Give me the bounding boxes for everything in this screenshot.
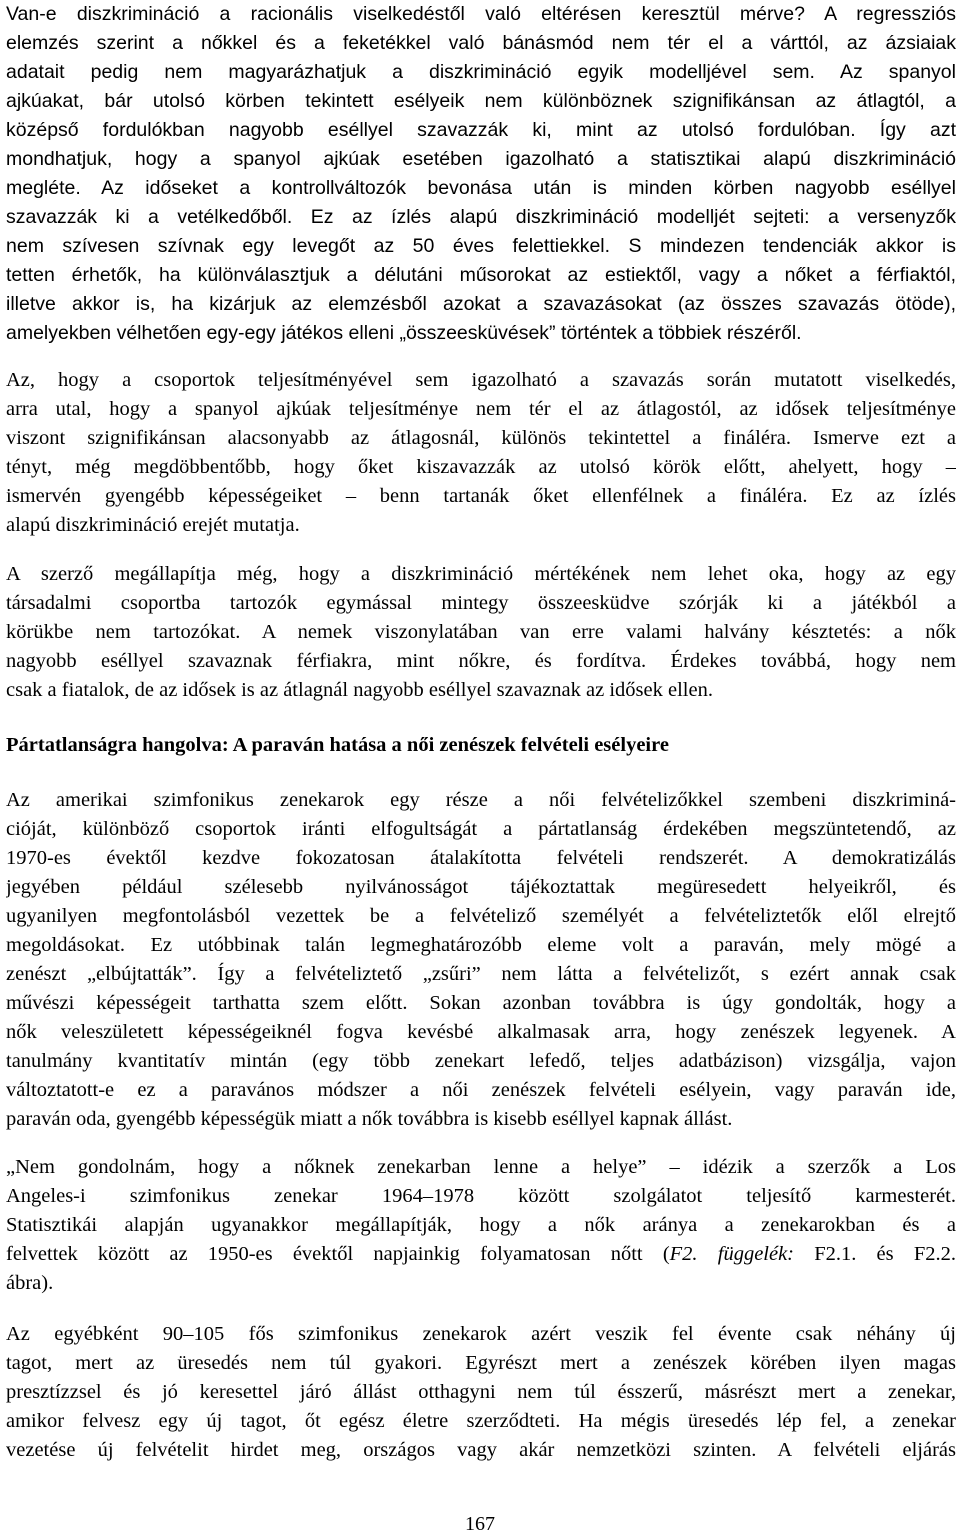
text-line: változtatott-e ez a paravános módszer a női zenészek felvételi esélyein, vagy paraván ide, — [6, 1079, 956, 1101]
text-line: zenészt „elbújtatták”. Így a felvételiztető „zsűri” nem látta a felvételizőt, s ezért annak csak — [6, 963, 956, 985]
text-line: Az amerikai szimfonikus zenekarok egy része a női felvételizőkkel szembeni diszkriminá- — [6, 789, 956, 811]
text-segment: felvettek között az 1950-es évektől napjainkig folyamatosan nőtt ( — [6, 1243, 670, 1265]
text-line: ismervén gyengébb képességeiket – benn tartanák őket ellenfélnek a fináléra. Ez az ízlés — [6, 485, 956, 507]
text-line: körükbe nem tartozókat. A nemek viszonylatában van erre valami halvány késztetés: a nők — [6, 621, 956, 643]
text-line: Statisztikái alapján ugyanakkor megállapítják, hogy a nők aránya a zenekarokban és a — [6, 1214, 956, 1236]
text-line: „Nem gondolnám, hogy a nőknek zenekarban lenne a helye” – idézik a szerzők a Los — [6, 1156, 956, 1178]
paragraph-3 — [6, 560, 956, 705]
text-line: csak a fiatalok, de az idősek is az átlagnál nagyobb eséllyel szavaznak az idősek ellen. — [6, 679, 713, 701]
page-number: 167 — [465, 1513, 495, 1535]
text-line: nem szívesen szívnak egy levegőt az 50 éves felettiekkel. S mindezen tendenciák akkor is — [6, 235, 956, 257]
section-heading: Pártatlanságra hangolva: A paraván hatása a női zenészek felvételi esélyeire — [6, 734, 669, 756]
text-line: 1970-es évektől kezdve fokozatosan átalakította felvételi rendszerét. A demokratizálás — [6, 847, 956, 869]
paragraph-1 — [6, 0, 956, 348]
text-line — [6, 1240, 956, 1269]
text-line: viszont szignifikánsan alacsonyabb az átlagosnál, különös tekintettel a fináléra. Ismerve ezt a — [6, 427, 956, 449]
text-line: Az, hogy a csoportok teljesítményével sem igazolható a szavazás során mutatott viselkedés, — [6, 369, 956, 391]
text-line: nagyobb eséllyel szavaznak férfiakra, mint nőkre, és fordítva. Érdekes továbbá, hogy nem — [6, 650, 956, 672]
paragraph-6 — [6, 1320, 956, 1465]
text-segment: F2.1. és F2.2. — [794, 1243, 956, 1265]
text-line: Angeles-i szimfonikus zenekar 1964–1978 között szolgálatot teljesítő karmesterét. — [6, 1185, 956, 1207]
text-line: Van-e diszkrimináció a racionális viselkedéstől való eltérésen keresztül mérve? A regressziós — [6, 3, 956, 25]
text-line: elemzés szerint a nőkkel és a feketékkel való bánásmód nem tér el a várttól, az ázsiaiak — [6, 32, 956, 54]
text-line: Az egyébként 90–105 fős szimfonikus zenekarok azért veszik fel évente csak néhány új — [6, 1323, 956, 1345]
text-line: társadalmi csoportba tartozók egymással mintegy összeesküdve szórják ki a játékból a — [6, 592, 956, 614]
paragraph-4 — [6, 786, 956, 1134]
text-line: vezetése új felvételit hirdet meg, országos vagy akár nemzetközi szinten. A felvételi eljárás — [6, 1439, 956, 1461]
text-line: tetten érhetők, ha különválasztjuk a délutáni műsorokat az estiektől, vagy a nőket a férfiaktól, — [6, 264, 956, 286]
text-line: ugyanilyen megfontolásból vezettek be a felvételiző személyét a felvételiztetők elől elrejtő — [6, 905, 956, 927]
text-line: A szerző megállapítja még, hogy a diszkrimináció mértékének nem lehet oka, hogy az egy — [6, 563, 956, 585]
text-line: művészi képességeit tarthatta szem előtt. Sokan azonban továbbra is úgy gondolták, hogy a — [6, 992, 956, 1014]
text-line: megléte. Az időseket a kontrollváltozók bevonása után is minden körben nagyobb eséllyel — [6, 177, 956, 199]
text-line: tanulmány kvantitatív mintán (egy több zenekart lefedő, teljes adatbázison) vizsgálja, vajon — [6, 1050, 956, 1072]
text-line: illetve akkor is, ha kizárjuk az elemzésből azokat a szavazásokat (az összes szavazás ötöde), — [6, 293, 956, 315]
paragraph-5 — [6, 1153, 956, 1298]
text-line: presztízzsel és jó keresettel járó állást otthagyni nem túl ésszerű, másrészt mert a zenekar, — [6, 1381, 956, 1403]
text-line: cióját, különböző csoportok iránti elfogultságát a pártatlanság érdekében megszüntetendő, az — [6, 818, 956, 840]
text-line: paraván oda, gyengébb képességük miatt a nők továbbra is kisebb eséllyel kapnak állást. — [6, 1108, 733, 1130]
text-line: ajkúakat, bár utolsó körben tekintett esélyeik nem különböznek szignifikánsan az átlagtól, a — [6, 90, 956, 112]
text-line: tagot, mert az üresedés nem túl gyakori. Egyrészt mert a zenészek körében ilyen magas — [6, 1352, 956, 1374]
text-line: ábra). — [6, 1272, 54, 1294]
text-line: adatait pedig nem magyarázhatjuk a diszkrimináció egyik modelljével sem. Az spanyol — [6, 61, 956, 83]
text-line: mondhatjuk, hogy a spanyol ajkúak esetében igazolható a statisztikai alapú diszkrimináció — [6, 148, 956, 170]
text-line: megoldásokat. Ez utóbbinak talán legmeghatározóbb eleme volt a paraván, mely mögé a — [6, 934, 956, 956]
text-line: arra utal, hogy a spanyol ajkúak teljesítménye nem tér el az átlagostól, az idősek teljesítménye — [6, 398, 956, 420]
text-line: középső fordulókban nagyobb eséllyel szavazzák ki, mint az utolsó fordulóban. Így azt — [6, 119, 956, 141]
text-line: jegyében például szélesebb nyilvánosságot tájékoztattak megüresedett helyeikről, és — [6, 876, 956, 898]
text-line: amelyekben vélhetően egy-egy játékos elleni „összeesküvések” történtek a többiek részéről. — [6, 322, 802, 344]
paragraph-2 — [6, 366, 956, 540]
text-line: alapú diszkrimináció erejét mutatja. — [6, 514, 300, 536]
text-line: szavazzák ki a vetélkedőből. Ez az ízlés alapú diszkrimináció modelljét sejteti: a versenyzők — [6, 206, 956, 228]
appendix-reference: F2. függelék: — [669, 1243, 795, 1265]
text-line: amikor felvesz egy új tagot, őt egész életre szerződteti. Ha mégis üresedés lép fel, a zenekar — [6, 1410, 956, 1432]
text-line: tényt, még megdöbbentőbb, hogy őket kiszavazzák az utolsó körök előtt, ahelyett, hogy – — [6, 456, 956, 478]
text-line: nők veleszületett képességeiknél fogva kevésbé alkalmasak arra, hogy zenészek legyenek. A — [6, 1021, 956, 1043]
